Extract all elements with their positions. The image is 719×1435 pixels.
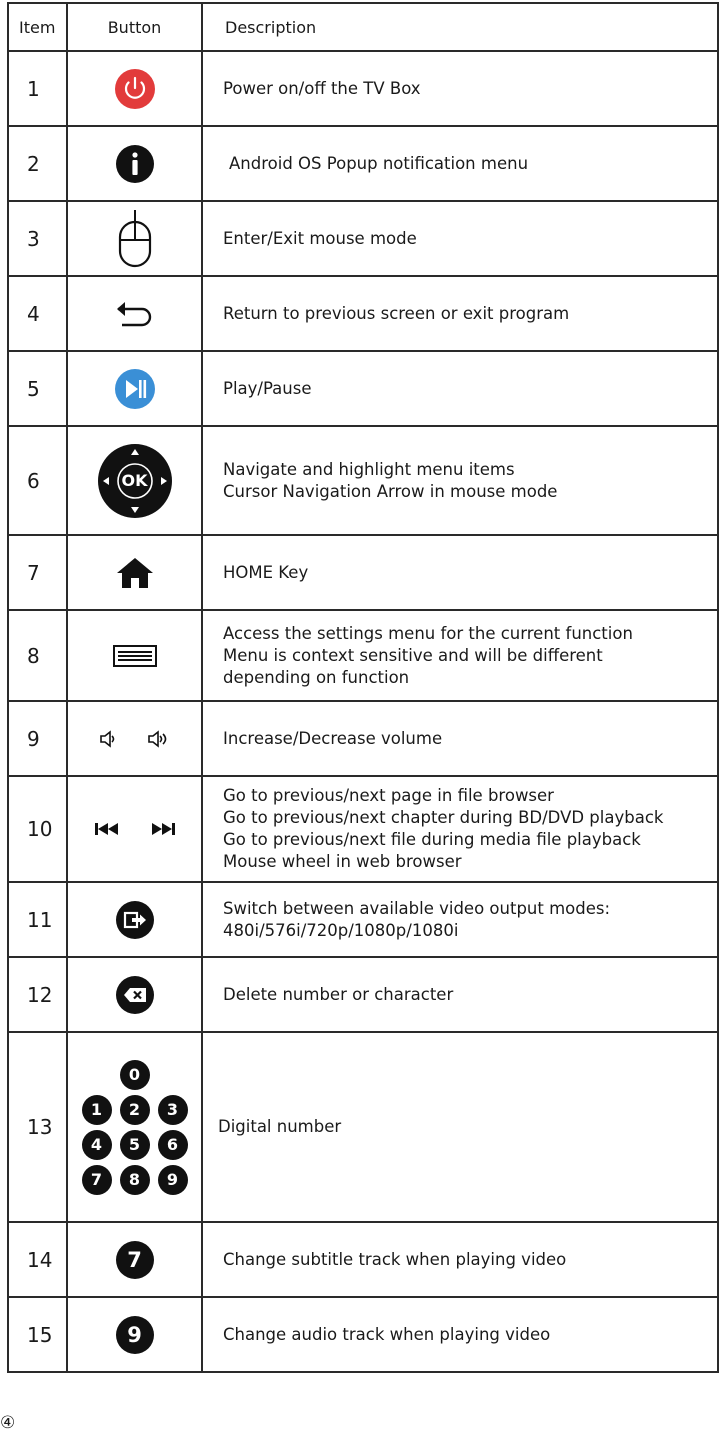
info-icon <box>115 144 155 184</box>
table-row <box>8 51 718 126</box>
description-line: Android OS Popup notification menu <box>229 153 529 173</box>
item-number: 11 <box>8 882 67 957</box>
item-number: 10 <box>8 776 67 882</box>
description-line: HOME Key <box>223 562 309 582</box>
item-number: 3 <box>8 201 67 276</box>
play-pause-icon <box>114 368 156 410</box>
description-line: Mouse wheel in web browser <box>223 852 462 871</box>
table-row <box>8 1032 718 1222</box>
description-line: Change audio track when playing video <box>223 1324 551 1344</box>
table-row <box>8 701 718 776</box>
description-line: Cursor Navigation Arrow in mouse mode <box>223 481 558 501</box>
number-9-icon: 9 <box>116 1316 154 1354</box>
table-row <box>8 201 718 276</box>
table-row <box>8 1297 718 1372</box>
key-9: 9 <box>158 1165 188 1195</box>
item-number: 5 <box>8 351 67 426</box>
remote-buttons-table <box>7 2 719 1373</box>
item-number: 9 <box>8 701 67 776</box>
dpad-ok-icon <box>97 443 173 519</box>
page-number: ④ <box>0 1413 16 1433</box>
key-2: 2 <box>120 1095 150 1125</box>
description-line: Access the settings menu for the current function <box>223 623 633 643</box>
description-line: 480i/576i/720p/1080p/1080i <box>223 920 459 940</box>
table-row <box>8 776 718 882</box>
item-number: 14 <box>8 1222 67 1297</box>
volume-down-icon <box>99 730 117 748</box>
description-line: depending on function <box>223 667 410 687</box>
return-icon <box>114 300 156 328</box>
table-row <box>8 535 718 610</box>
item-number: 15 <box>8 1297 67 1372</box>
description-line: Go to previous/next page in file browser <box>223 786 554 805</box>
key-5: 5 <box>120 1130 150 1160</box>
item-number: 12 <box>8 957 67 1032</box>
ok-label: OK <box>121 471 148 490</box>
power-icon <box>114 68 156 110</box>
skip-prev-next-icons <box>68 822 201 836</box>
skip-next-icon <box>150 822 176 836</box>
description-line: Return to previous screen or exit program <box>223 303 570 323</box>
key-7: 7 <box>82 1165 112 1195</box>
description-line: Navigate and highlight menu items <box>223 459 515 479</box>
description-line: Menu is context sensitive and will be different <box>223 645 603 665</box>
description-line: Play/Pause <box>223 378 312 398</box>
description-line: Go to previous/next chapter during BD/DVD playback <box>223 808 664 827</box>
header-item: Item <box>8 3 67 51</box>
mouse-icon <box>117 208 153 270</box>
description-line: Delete number or character <box>223 984 454 1004</box>
item-number: 6 <box>8 426 67 535</box>
item-number: 7 <box>8 535 67 610</box>
volume-up-icon <box>147 730 171 748</box>
table-row <box>8 426 718 535</box>
description-line: Increase/Decrease volume <box>223 728 443 748</box>
key-6: 6 <box>158 1130 188 1160</box>
description-line: Power on/off the TV Box <box>223 78 421 98</box>
home-icon <box>115 556 155 590</box>
video-output-icon <box>115 900 155 940</box>
table-row <box>8 351 718 426</box>
delete-icon <box>115 975 155 1015</box>
table-header-row <box>8 3 718 51</box>
item-number: 1 <box>8 51 67 126</box>
header-button: Button <box>67 3 202 51</box>
table-row <box>8 1222 718 1297</box>
key-3: 3 <box>158 1095 188 1125</box>
table-row <box>8 276 718 351</box>
item-number: 2 <box>8 126 67 201</box>
description-line: Digital number <box>218 1117 342 1136</box>
key-1: 1 <box>82 1095 112 1125</box>
table-row <box>8 610 718 701</box>
item-number: 4 <box>8 276 67 351</box>
description-line: Change subtitle track when playing video <box>223 1249 567 1269</box>
menu-icon <box>113 645 157 667</box>
item-number: 8 <box>8 610 67 701</box>
table-row <box>8 957 718 1032</box>
table-row <box>8 126 718 201</box>
number-keypad <box>68 1060 201 1195</box>
header-description: Description <box>202 3 718 51</box>
description-line: Switch between available video output modes: <box>223 898 611 918</box>
table-row <box>8 882 718 957</box>
description-line: Enter/Exit mouse mode <box>223 228 417 248</box>
volume-icons <box>68 730 201 748</box>
key-0: 0 <box>120 1060 150 1090</box>
number-7-icon: 7 <box>116 1241 154 1279</box>
key-4: 4 <box>82 1130 112 1160</box>
skip-previous-icon <box>94 822 120 836</box>
key-8: 8 <box>120 1165 150 1195</box>
item-number: 13 <box>8 1032 67 1222</box>
description-line: Go to previous/next file during media file playback <box>223 830 641 849</box>
